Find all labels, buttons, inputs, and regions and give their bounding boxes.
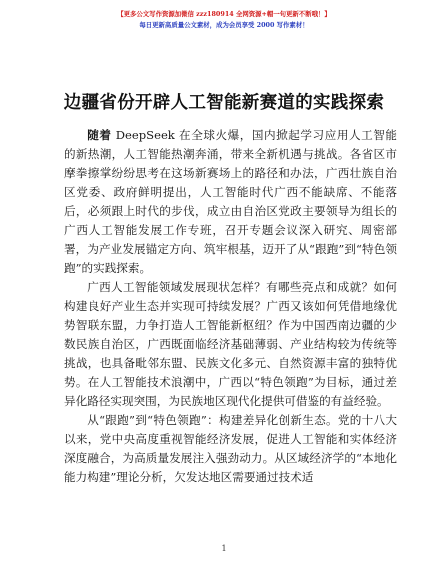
paragraph-text: 广西人工智能领域发展现状怎样？有哪些亮点和成就？如何构建良好产业生态并实现可持续发展？广西又该如何凭借地缘优势智联东盟，力争打造人工智能新枢纽？作为中国西南边疆的少数民族自治区，广西既面临经济基础薄弱、产业结构较为传统等挑战，也具备毗邻东盟、民族文化多元、自然资源丰富的独特优势。在人工智能技术浪潮中，广西以“特色领跑”为目标，通过差异化路径实现突围，为民族地区现代化提供可借鉴的有益经验。 bbox=[64, 280, 397, 408]
document-body bbox=[64, 126, 397, 487]
promo-banner-line-2: 每日更新高质量公文素材，成为会员享受 2000 写作素材！ bbox=[139, 21, 309, 29]
paragraph-2 bbox=[64, 278, 397, 411]
document-title: 边疆省份开辟人工智能新赛道的实践探索 bbox=[63, 93, 385, 113]
paragraph-1 bbox=[64, 126, 397, 278]
paragraph-text: DeepSeek 在全球火爆，国内掀起学习应用人工智能的新热潮，人工智能热潮奔涌，带来全新机遇与挑战。各省区市摩拳擦掌纷纷思考在这场新赛场上的路径和办法，广西壮族自治区党委、政府鲜明提出，人工智能时代广西不能缺席、不能落后，必须跟上时代的步伐，成立由自治区党政主要领导为组长的广西人工智能发展工作专班，召开专题会议深入研究、周密部署，为产业发展锚定方向、筑牢根基，迈开了从“跟跑”到“特色领跑”的实践探索。 bbox=[64, 128, 397, 275]
page-number: 1 bbox=[221, 544, 227, 553]
promo-banner-line-1: 【更多公文写作资源加微信 zzz180914 全网资源+帽一句更新不断哦！】 bbox=[117, 10, 331, 18]
paragraph-3 bbox=[64, 411, 397, 487]
paragraph-lead: 随着 bbox=[87, 128, 112, 142]
paragraph-text: 从“跟跑”到“特色领跑”：构建差异化创新生态。党的十八大以来，党中央高度重视智能经济发展，促进人工智能和实体经济深度融合，为高质量发展注入强劲动力。从区域经济学的“本地化能力构建”理论分析，欠发达地区需要通过技术适 bbox=[64, 413, 397, 484]
